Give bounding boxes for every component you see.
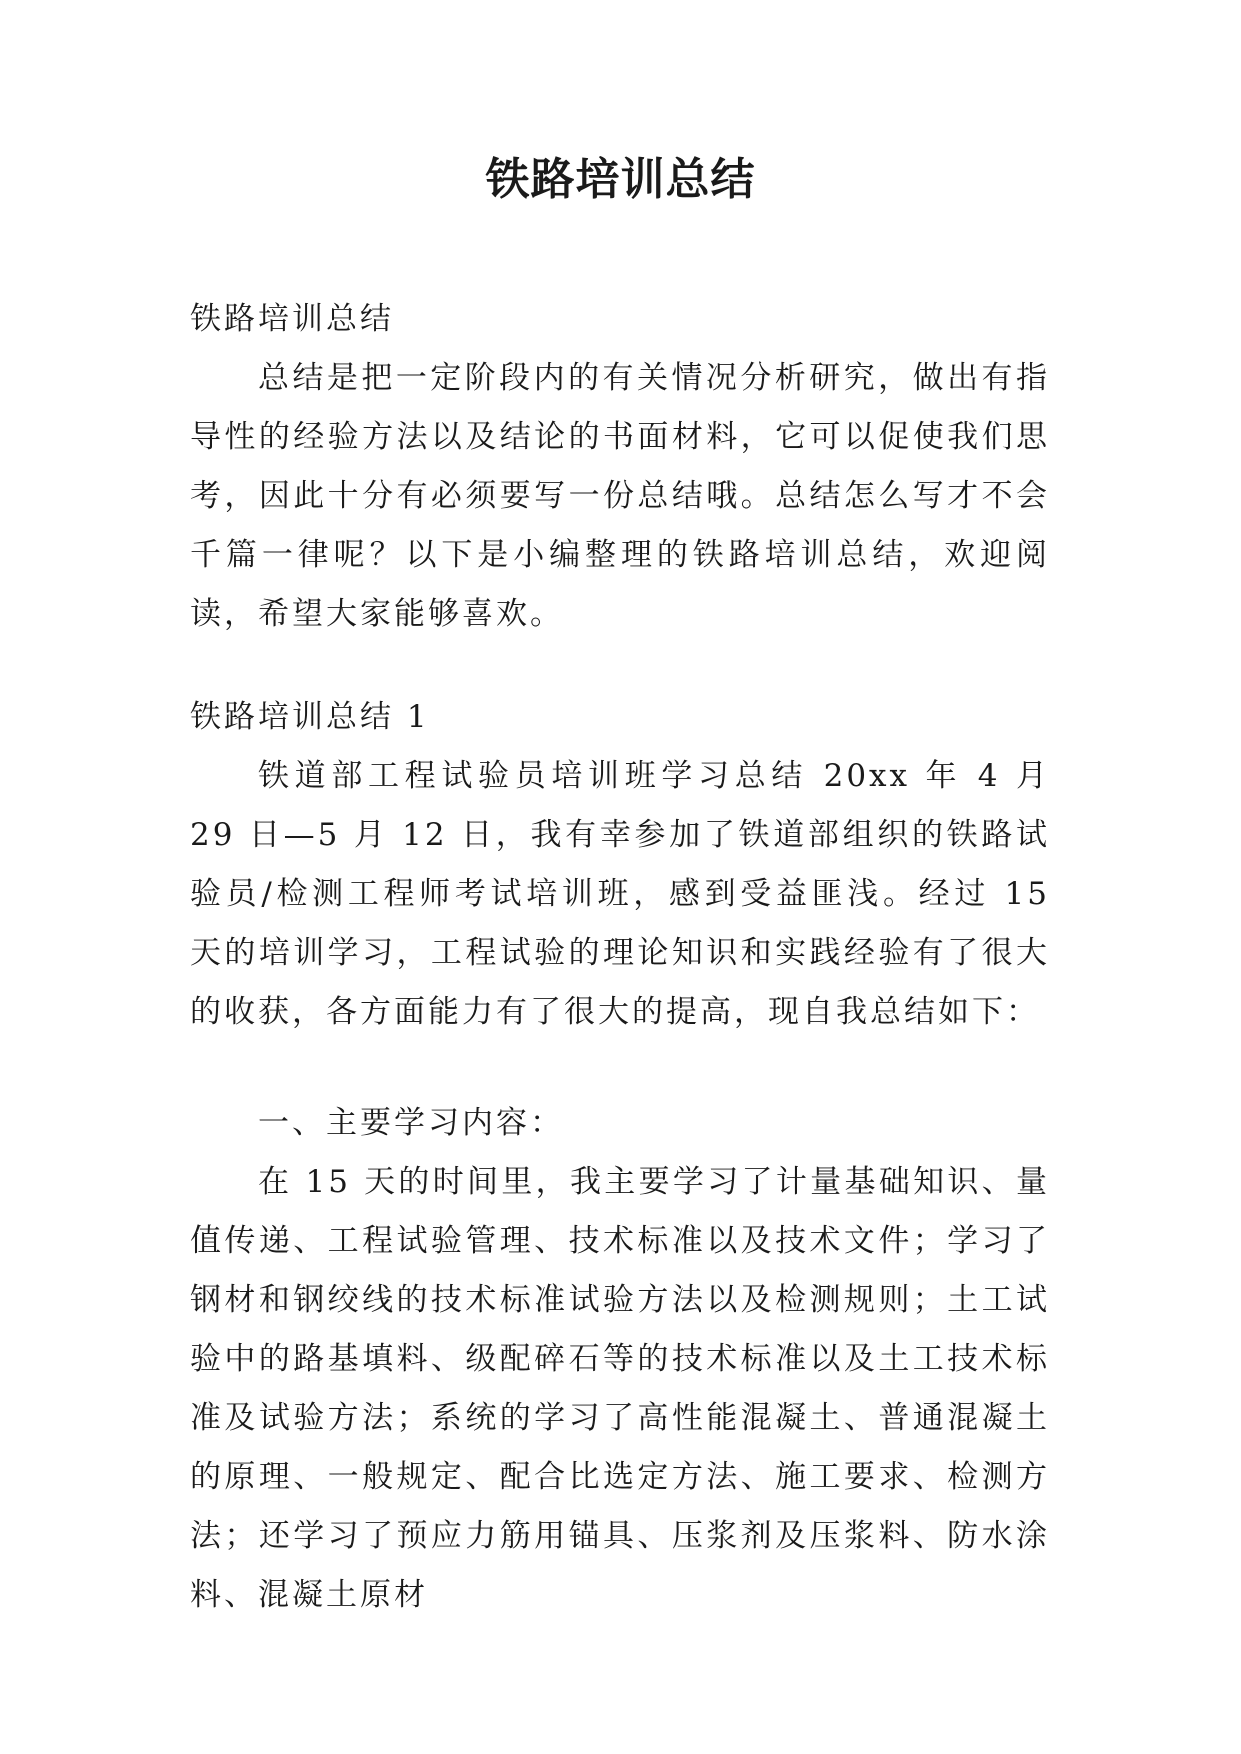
section-heading: 铁路培训总结 1	[190, 699, 430, 735]
intro-paragraph: 总结是把一定阶段内的有关情况分析研究，做出有指导性的经验方法以及结论的书面材料，它可以促使我们思考，因此十分有必须要写一份总结哦。总结怎么写才不会千篇一律呢？以下是小编整理的铁路培训总结，欢迎阅读，希望大家能够喜欢。	[190, 360, 1050, 632]
page-title: 铁路培训总结	[485, 154, 756, 205]
body-paragraph: 在 15 天的时间里，我主要学习了计量基础知识、量值传递、工程试验管理、技术标准以及技术文件；学习了钢材和钢绞线的技术标准试验方法以及检测规则；土工试验中的路基填料、级配碎石等的技术标准以及土工技术标准及试验方法；系统的学习了高性能混凝土、普通混凝土的原理、一般规定、配合比选定方法、施工要求、检测方法；还学习了预应力筋用锚具、压浆剂及压浆料、防水涂料、混凝土原材	[190, 1164, 1050, 1613]
document-body	[190, 290, 1050, 1625]
section-heading: 铁路培训总结	[190, 301, 394, 337]
body-paragraph: 铁道部工程试验员培训班学习总结 20xx 年 4 月 29 日—5 月 12 日，我有幸参加了铁道部组织的铁路试验员/检测工程师考试培训班，感到受益匪浅。经过 15 天的培训学习，工程试验的理论知识和实践经验有了很大的收获，各方面能力有了很大的提高，现自我总结如下：	[190, 758, 1050, 1030]
subsection-heading: 一、主要学习内容：	[258, 1105, 564, 1141]
